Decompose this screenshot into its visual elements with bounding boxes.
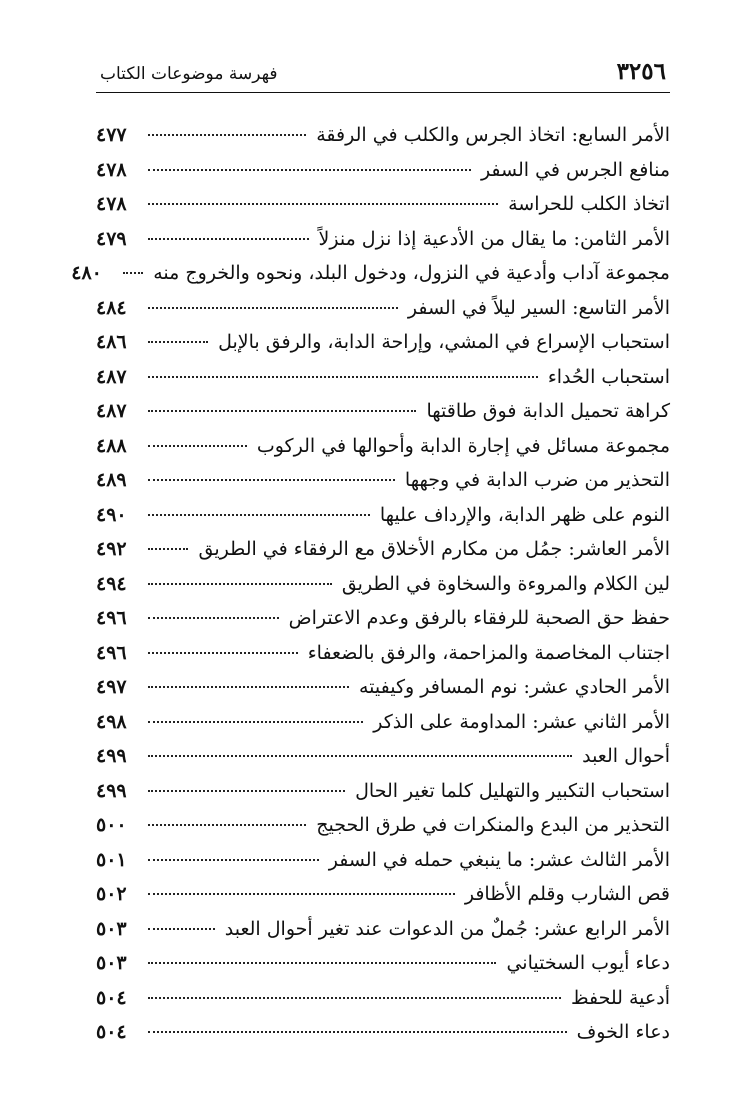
toc-entry-page: ٤٩٢ (96, 538, 127, 560)
dot-leader (148, 686, 349, 688)
toc-entry-title: حفظ حق الصحبة للرفقاء بالرفق وعدم الاعتراض (288, 607, 670, 629)
toc-entry (96, 291, 670, 326)
toc-entry-title: الأمر الثالث عشر: ما ينبغي حمله في السفر (328, 848, 670, 871)
toc-entry-title: منافع الجرس في السفر (480, 158, 670, 181)
dot-leader (148, 238, 309, 240)
toc-entry-page: ٤٩٨ (96, 710, 127, 733)
toc-entry-title: كراهة تحميل الدابة فوق طاقتها (426, 400, 670, 422)
toc-entry-page: ٥٠١ (96, 848, 127, 871)
toc-entry (96, 946, 670, 981)
toc-entry-title: أدعية للحفظ (570, 986, 670, 1009)
toc-entry-title: استحباب التكبير والتهليل كلما تغير الحال (355, 779, 670, 802)
running-title: فهرسة موضوعات الكتاب (100, 64, 278, 84)
dot-leader (148, 893, 455, 895)
toc-entry-page: ٤٨٧ (96, 400, 127, 422)
toc-entry-title: أحوال العبد (582, 745, 670, 767)
toc-entry-title: التحذير من البدع والمنكرات في طرق الحجيج (316, 814, 670, 836)
toc-entry (96, 394, 670, 429)
toc-entry (96, 912, 670, 947)
toc-entry (96, 222, 670, 257)
toc-entry-title: مجموعة آداب وأدعية في النزول، ودخول البلد، ونحوه والخروج منه (153, 262, 670, 284)
dot-leader (148, 548, 188, 550)
toc-entry-title: استحباب الحُداء (547, 365, 670, 388)
toc-entry-page: ٤٩٧ (96, 676, 127, 698)
dot-leader (148, 859, 319, 861)
toc-entry (96, 498, 670, 533)
dot-leader (148, 790, 345, 792)
dot-leader (148, 824, 306, 826)
toc-entry-title: الأمر التاسع: السير ليلاً في السفر (407, 296, 670, 319)
dot-leader (148, 307, 398, 309)
toc-entry-page: ٤٧٩ (96, 227, 127, 250)
dot-leader (148, 479, 395, 481)
dot-leader (148, 721, 363, 723)
toc-entry-page: ٥٠٠ (96, 814, 127, 836)
toc-entry-page: ٤٧٧ (96, 124, 127, 146)
page-header (96, 58, 670, 93)
toc-entry-page: ٤٧٨ (96, 193, 127, 215)
toc-entry (96, 981, 670, 1016)
toc-entry (96, 187, 670, 222)
toc-entry-title: مجموعة مسائل في إجارة الدابة وأحوالها في الركوب (256, 434, 670, 457)
toc-entry-page: ٤٩٠ (96, 503, 127, 526)
toc-entry-title: الأمر الثامن: ما يقال من الأدعية إذا نزل منزلاً (318, 227, 670, 250)
dot-leader (123, 272, 143, 274)
dot-leader (148, 169, 471, 171)
toc-entry-page: ٥٠٢ (96, 883, 127, 905)
page-number: ٣٢٥٦ (616, 58, 666, 85)
toc-entry-title: اجتناب المخاصمة والمزاحمة، والرفق بالضعفاء (307, 641, 670, 664)
dot-leader (148, 928, 215, 930)
dot-leader (148, 203, 498, 205)
toc-entry (96, 567, 670, 602)
toc-entry (96, 118, 670, 153)
toc-entry-page: ٥٠٣ (96, 917, 127, 940)
toc-entry (71, 256, 670, 291)
dot-leader (148, 1031, 567, 1033)
toc-entry-page: ٤٨٤ (96, 296, 127, 319)
toc-entry-page: ٥٠٤ (96, 986, 127, 1009)
toc-entry-page: ٤٨٧ (96, 365, 127, 388)
dot-leader (148, 134, 306, 136)
toc-entry (96, 601, 670, 636)
dot-leader (148, 755, 572, 757)
dot-leader (148, 445, 247, 447)
toc-entry (96, 739, 670, 774)
toc-entry-title: قص الشارب وقلم الأظافر (464, 883, 670, 905)
toc-entry-title: دعاء أيوب السختياني (506, 952, 670, 974)
toc-entry (96, 670, 670, 705)
table-of-contents (71, 118, 670, 1050)
toc-entry (96, 636, 670, 671)
toc-entry (96, 808, 670, 843)
toc-entry-title: لين الكلام والمروءة والسخاوة في الطريق (341, 572, 670, 595)
toc-entry (96, 705, 670, 740)
toc-entry-page: ٤٨٨ (96, 434, 127, 457)
dot-leader (148, 410, 416, 412)
toc-entry-page: ٤٩٩ (96, 779, 127, 802)
dot-leader (148, 962, 496, 964)
toc-entry-title: الأمر السابع: اتخاذ الجرس والكلب في الرفقة (316, 124, 670, 146)
toc-entry-title: دعاء الخوف (576, 1021, 670, 1043)
toc-entry-title: الأمر الثاني عشر: المداومة على الذكر (373, 710, 670, 733)
toc-entry-page: ٤٩٦ (96, 607, 127, 629)
toc-entry-page: ٤٨٦ (96, 331, 127, 353)
toc-entry-title: الأمر الرابع عشر: جُملٌ من الدعوات عند تغير أحوال العبد (224, 917, 670, 940)
dot-leader (148, 652, 298, 654)
toc-entry (96, 1015, 670, 1050)
toc-entry (96, 153, 670, 188)
toc-entry-page: ٤٩٩ (96, 745, 127, 767)
toc-entry (96, 325, 670, 360)
toc-entry-page: ٥٠٣ (96, 952, 127, 974)
toc-entry-page: ٤٧٨ (96, 158, 127, 181)
toc-entry-title: النوم على ظهر الدابة، والإرداف عليها (379, 503, 670, 526)
toc-entry-title: الأمر الحادي عشر: نوم المسافر وكيفيته (358, 676, 670, 698)
toc-entry (96, 843, 670, 878)
toc-entry-title: التحذير من ضرب الدابة في وجهها (404, 469, 670, 491)
dot-leader (148, 376, 538, 378)
toc-entry-page: ٤٨٠ (71, 262, 102, 284)
dot-leader (148, 617, 279, 619)
toc-entry-page: ٤٩٤ (96, 572, 127, 595)
dot-leader (148, 514, 370, 516)
dot-leader (148, 997, 561, 999)
toc-entry (96, 877, 670, 912)
toc-entry (96, 463, 670, 498)
toc-entry-page: ٥٠٤ (96, 1021, 127, 1043)
toc-entry (96, 532, 670, 567)
toc-entry-page: ٤٩٦ (96, 641, 127, 664)
toc-entry (96, 429, 670, 464)
toc-entry (96, 774, 670, 809)
toc-entry (96, 360, 670, 395)
dot-leader (148, 341, 208, 343)
toc-entry-title: اتخاذ الكلب للحراسة (508, 193, 670, 215)
toc-entry-page: ٤٨٩ (96, 469, 127, 491)
toc-entry-title: استحباب الإسراع في المشي، وإراحة الدابة، والرفق بالإبل (218, 331, 670, 353)
dot-leader (148, 583, 332, 585)
toc-entry-title: الأمر العاشر: جمُل من مكارم الأخلاق مع الرفقاء في الطريق (198, 538, 670, 560)
